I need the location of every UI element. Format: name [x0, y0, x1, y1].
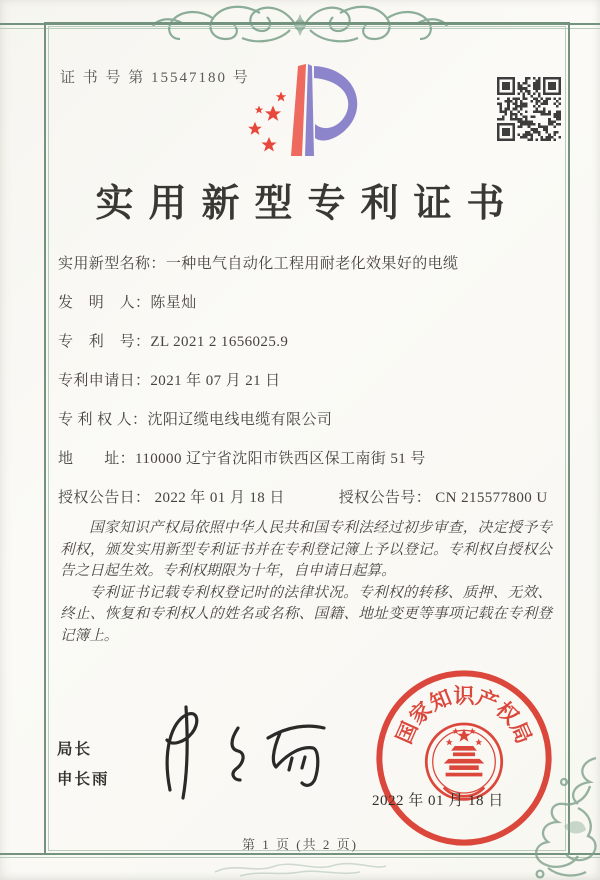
officer-name: 申长雨	[57, 771, 110, 788]
field-label: 授权公告日：	[58, 490, 151, 506]
bottom-rule-line-light	[0, 857, 600, 858]
field-row-utility-name	[58, 252, 552, 274]
cnipa-logo-icon	[243, 52, 371, 170]
svg-text:国: 国	[391, 718, 423, 748]
signature-autograph	[140, 700, 335, 810]
legal-text	[60, 518, 552, 648]
grant-date-group	[58, 486, 285, 507]
bottom-rule-line	[0, 853, 600, 855]
field-row-grant	[58, 486, 552, 508]
svg-text:识: 识	[453, 683, 475, 708]
field-row-address	[58, 447, 552, 469]
field-label: 地 址：	[58, 451, 136, 467]
field-label: 专 利 权 人：	[58, 412, 148, 428]
qr-code	[497, 77, 561, 141]
field-value: CN 215577800 U	[435, 490, 548, 506]
field-list	[58, 252, 552, 525]
top-ornament-icon	[0, 0, 600, 50]
page-footer: 第 1 页 (共 2 页)	[242, 837, 358, 852]
field-row-patent-number	[58, 330, 552, 352]
legal-paragraph-2: 专利证书记载专利权登记时的法律状况。专利权的转移、质押、无效、终止、恢复和专利权人的姓名或名称、国籍、地址变更等事项记载在专利登记簿上。	[60, 584, 552, 644]
certificate-title: 实用新型专利证书	[95, 183, 520, 225]
officer-title: 局长	[57, 741, 93, 758]
field-value: 沈阳辽缆电线电缆有限公司	[147, 412, 333, 428]
svg-text:知: 知	[426, 685, 456, 716]
field-row-inventor	[58, 291, 552, 313]
svg-text:权: 权	[491, 697, 524, 730]
field-label: 授权公告号：	[338, 490, 432, 506]
field-value: 110000 辽宁省沈阳市铁西区保工南街 51 号	[135, 451, 426, 467]
official-seal-icon	[372, 666, 556, 850]
svg-text:产: 产	[472, 685, 502, 716]
field-value: ZL 2021 2 1656025.9	[150, 334, 289, 350]
svg-text:局: 局	[505, 718, 537, 748]
field-value: 2021 年 07 月 21 日	[150, 373, 281, 389]
svg-text:家: 家	[404, 697, 437, 730]
field-value: 陈星灿	[150, 295, 197, 311]
field-value: 2022 年 01 月 18 日	[154, 490, 285, 506]
officer-block	[57, 735, 110, 795]
certificate-number: 证 书 号 第 15547180 号	[60, 70, 250, 86]
legal-paragraph-1: 国家知识产权局依照中华人民共和国专利法经过初步审查，决定授予专利权，颁发实用新型专利证书并在专利登记簿上予以登记。专利权自授权公告之日起生效。专利权期限为十年，自申请日起算。	[60, 520, 552, 580]
grant-number-group	[339, 486, 548, 507]
field-label: 发 明 人：	[58, 295, 151, 311]
field-label: 实用新型名称：	[58, 256, 166, 272]
field-label: 专 利 号：	[58, 334, 151, 350]
bottom-ornament-icon	[210, 860, 390, 878]
field-row-patentee	[58, 408, 552, 430]
field-row-filing-date	[58, 369, 552, 391]
seal-date: 2022 年 01 月 18 日	[372, 793, 504, 809]
field-value: 一种电气自动化工程用耐老化效果好的电缆	[165, 256, 459, 272]
field-label: 专利申请日：	[58, 373, 151, 389]
